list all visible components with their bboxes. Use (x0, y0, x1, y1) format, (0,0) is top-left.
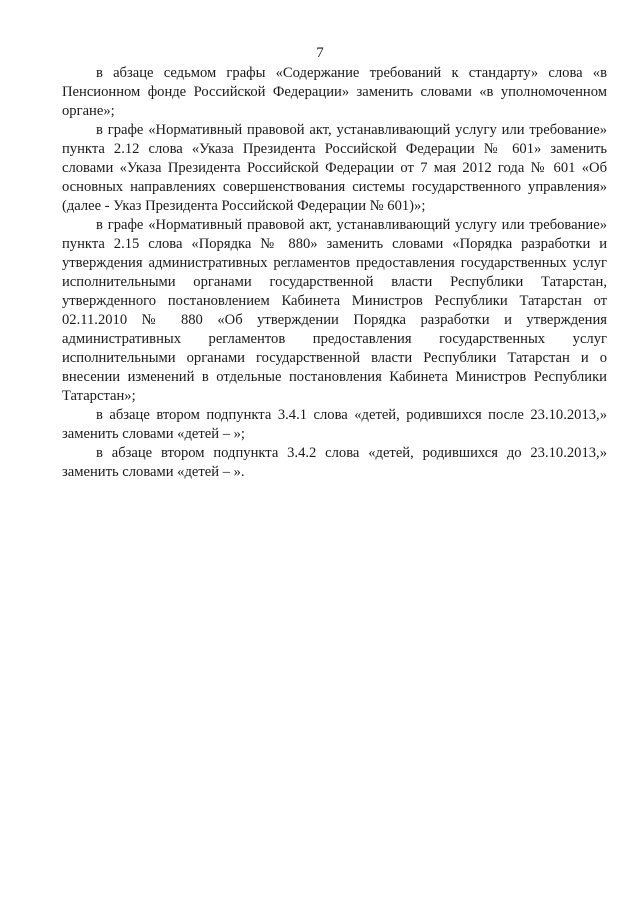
paragraph-3: в графе «Нормативный правовой акт, устанавливающий услугу или требование» пункта 2.15 слова «Порядка № 880» заменить словами «Порядка разработки и утверждения административных регламентов предоставления государственных услуг исполнительными органами государственной власти Республики Татарстан, утвержденного постановлением Кабинета Министров Республики Татарстан от 02.11.2010 № 880 «Об утверждении Порядка разработки и утверждения административных регламентов предоставления государственных услуг исполнительными органами государственной власти Республики Татарстан и о внесении изменений в отдельные постановления Кабинета Министров Республики Татарстан»; (62, 217, 607, 404)
paragraph-1: в абзаце седьмом графы «Содержание требований к стандарту» слова «в Пенсионном фонде Российской Федерации» заменить словами «в уполномоченном органе»; (62, 65, 607, 119)
page-number: 7 (316, 45, 324, 61)
paragraph-2: в графе «Нормативный правовой акт, устанавливающий услугу или требование» пункта 2.12 слова «Указа Президента Российской Федерации № 601» заменить словами «Указа Президента Российской Федерации от 7 мая 2012 года № 601 «Об основных направлениях совершенствования системы государственного управления» (далее - Указ Президента Российской Федерации № 601)»; (62, 122, 607, 214)
paragraph-4: в абзаце втором подпункта 3.4.1 слова «детей, родившихся после 23.10.2013,» заменить словами «детей – »; (62, 407, 607, 442)
document-body (62, 64, 607, 482)
paragraph-5: в абзаце втором подпункта 3.4.2 слова «детей, родившихся до 23.10.2013,» заменить словами «детей – ». (62, 445, 607, 480)
